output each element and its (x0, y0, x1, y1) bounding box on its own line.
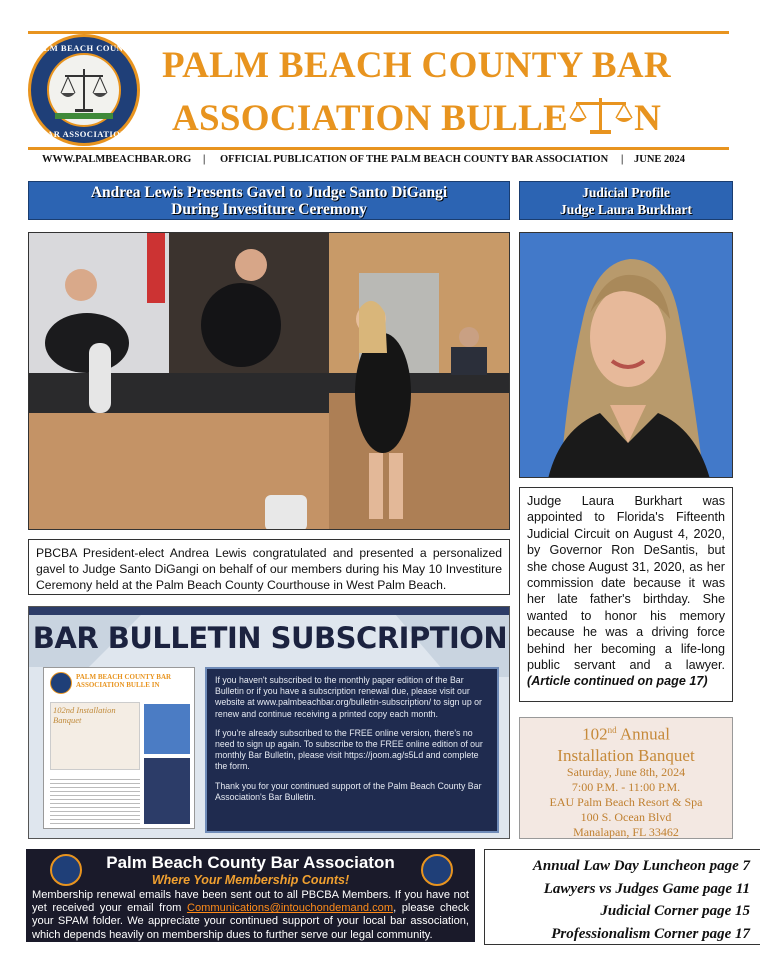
subscription-paragraph-3: Thank you for your continued support of the Palm Beach County Bar Association's Bar Bulletin. (215, 780, 482, 802)
profile-article-text: Judge Laura Burkhart was appointed to Florida's Fifteenth Judicial Circuit on August 4, 2020, by Governor Ron DeSantis, but she chose August 31, 2020, as her commission date because it was her late father's birthday. She wanted to honor his memory because he was a driving force behind her becoming a life-long public servant and a lawyer. (527, 494, 725, 673)
tagline-separator: | (621, 154, 624, 165)
mini-text-block (50, 776, 140, 824)
judge-portrait-photo (519, 232, 733, 478)
membership-subtitle: Where Your Membership Counts! (151, 873, 350, 887)
courtroom-photo (28, 232, 510, 530)
seal-text-bottom: BAR ASSOCIATION (41, 129, 127, 139)
courtroom-scene-image (29, 233, 510, 530)
bar-bulletin-subscription-ad (28, 606, 510, 839)
judicial-profile-heading (519, 181, 733, 220)
subscription-info-panel (205, 667, 499, 833)
judge-portrait-image (520, 233, 733, 478)
lead-story-caption: PBCBA President-elect Andrea Lewis congratulated and presented a personalized gavel to Judge Santo DiGangi on behalf of our members during his May 10 Investiture Ceremony held at the Palm Beach County Courthouse in West Palm Beach. (28, 539, 510, 595)
masthead-title-line2 (172, 92, 661, 140)
banquet-line-2: Installation Banquet (557, 745, 695, 765)
banquet-time: 7:00 P.M. - 11:00 P.M. (571, 779, 681, 794)
seal-text-top: PALM BEACH COUNTY (31, 43, 137, 53)
toc-item: Lawyers vs Judges Game page 11 (543, 880, 750, 897)
membership-email-link[interactable]: Communications@intouchondemand.com (186, 902, 394, 915)
masthead-top-rule (28, 31, 729, 34)
banquet-number: 102 (582, 724, 608, 744)
profile-heading-line2: Judge Laura Burkhart (559, 202, 693, 217)
membership-body-start: Membership renewal emails have been sent out to all PBCBA Members. If you have not yet received your email from (32, 889, 469, 915)
bar-association-seal-logo (28, 34, 140, 146)
tagline-separator: | (203, 154, 206, 165)
bulletin-cover-thumbnail (43, 667, 195, 829)
toc-item: Judicial Corner page 15 (600, 903, 750, 919)
banquet-venue: EAU Palm Beach Resort & Spa (549, 794, 703, 809)
toc-item: Professionalism Corner page 17 (551, 925, 750, 942)
mini-banquet-card (50, 702, 140, 770)
masthead-bottom-rule (28, 147, 729, 150)
mini-sidebar-block (144, 758, 190, 824)
subscription-paragraph-2: If you're already subscribed to the FREE online version, there's no need to sign up again. To subscribe to the FREE online edition of our monthly Bar Bulletin, please visit https://joom.ag/s5Ld and complete the form. (215, 727, 483, 772)
lead-headline-line1: Andrea Lewis Presents Gavel to Judge Santo DiGangi (90, 184, 448, 201)
title-scales-icon (568, 92, 634, 136)
masthead-title-line2-text: ASSOCIATION BULLE (172, 98, 569, 139)
installation-banquet-ad (519, 717, 733, 839)
banquet-address: 100 S. Ocean Blvd (580, 809, 672, 824)
masthead-title-line2-end: N (634, 98, 662, 139)
mini-banquet-title: 102nd Installation Banquet (53, 705, 116, 725)
mini-portrait (144, 704, 190, 754)
banquet-date: Saturday, June 8th, 2024 (566, 764, 686, 779)
issue-date: JUNE 2024 (634, 154, 686, 165)
scales-of-justice-icon (49, 55, 119, 125)
toc-item: Annual Law Day Luncheon page 7 (532, 858, 750, 874)
banquet-line-1 (520, 721, 732, 744)
mini-masthead-title: PALM BEACH COUNTY BAR ASSOCIATION BULLE IN (76, 673, 172, 689)
membership-title: Palm Beach County Bar Associaton (106, 853, 395, 872)
judicial-profile-article (519, 487, 733, 702)
mini-seal-icon (50, 672, 72, 694)
masthead-title-line1: PALM BEACH COUNTY BAR (162, 45, 671, 86)
lead-story-headline (28, 181, 510, 220)
publication-text: OFFICIAL PUBLICATION OF THE PALM BEACH COUNTY BAR ASSOCIATION (220, 154, 609, 165)
banquet-annual: Annual (616, 724, 670, 744)
lead-headline-line2: During Investiture Ceremony (171, 201, 367, 218)
inside-this-issue-toc (484, 849, 760, 945)
banquet-city: Manalapan, FL 33462 (573, 824, 679, 839)
membership-body-end: , please check your SPAM folder. We appreciate your continued support of your local bar association, which depends heavily on membership dues to further serve our legal community. (32, 902, 470, 941)
membership-renewal-box (26, 849, 475, 942)
seal-inner-disc (47, 53, 121, 127)
subscription-paragraph-1: If you haven't subscribed to the monthly paper edition of the Bar Bulletin or if you have a subscription renewal due, please visit our website at www.palmbeachbar.org/bulletin-subscription/ to sign up or renew and continue receiving a printed copy each month. (215, 675, 482, 719)
banquet-ordinal: nd (607, 725, 617, 735)
membership-body (32, 889, 469, 942)
profile-continued-note: (Article continued on page 17) (527, 674, 708, 689)
website-text: WWW.PALMBEACHBAR.ORG (42, 154, 192, 165)
profile-heading-line1: Judicial Profile (582, 185, 670, 200)
subscription-title: BAR BULLETIN SUBSCRIPTION (32, 621, 508, 655)
